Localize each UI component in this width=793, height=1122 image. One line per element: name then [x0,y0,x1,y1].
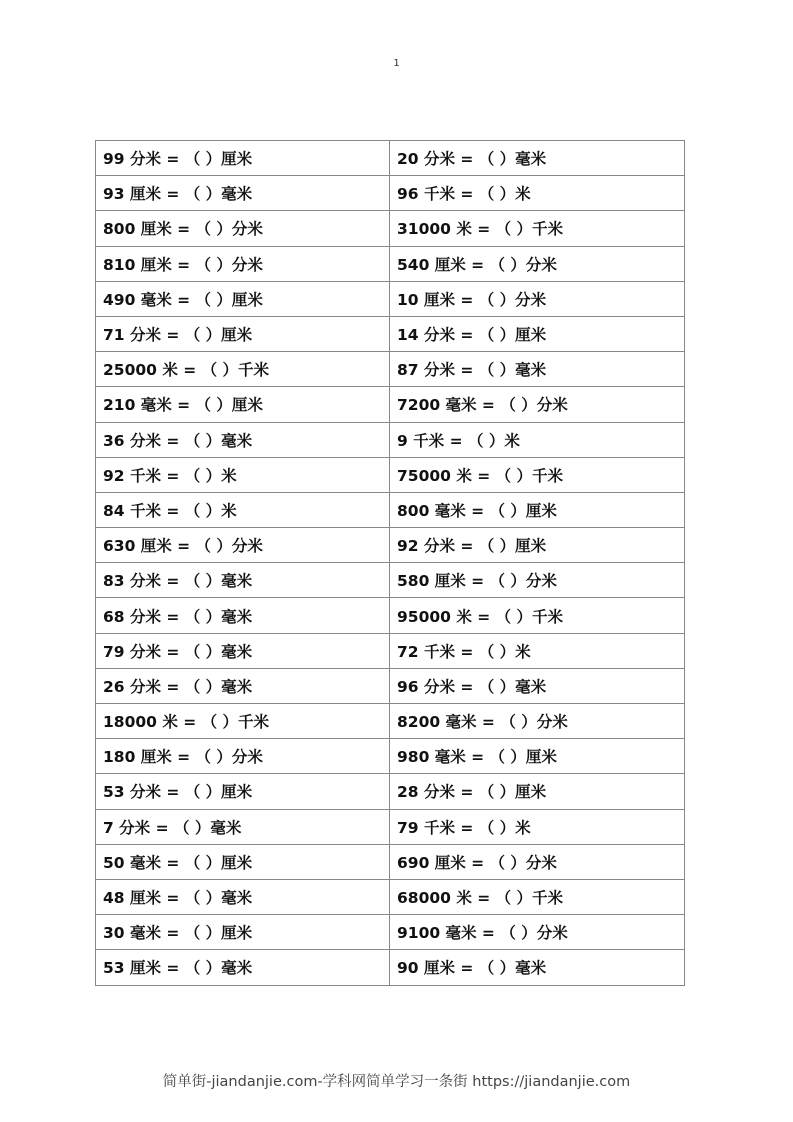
table-row [96,809,685,844]
conversion-question: 800 厘米 = （ ）分米 [103,220,263,239]
question-cell-left [96,809,390,844]
question-cell-right [390,422,685,457]
conversion-question: 72 千米 = （ ）米 [397,642,531,661]
table-row [96,704,685,739]
question-cell-left [96,633,390,668]
question-cell-right [390,915,685,950]
question-cell-right [390,879,685,914]
question-cell-right [390,809,685,844]
conversion-question: 92 分米 = （ ）厘米 [397,537,547,556]
question-cell-right [390,633,685,668]
table-row [96,246,685,281]
conversion-table-body [96,141,685,986]
conversion-question: 180 厘米 = （ ）分米 [103,748,263,767]
table-row [96,316,685,351]
question-cell-right [390,844,685,879]
conversion-question: 8200 毫米 = （ ）分米 [397,713,568,732]
conversion-question: 53 分米 = （ ）厘米 [103,783,253,802]
table-row [96,598,685,633]
table-row [96,281,685,316]
conversion-question: 71 分米 = （ ）厘米 [103,326,253,345]
conversion-question: 90 厘米 = （ ）毫米 [397,959,547,978]
question-cell-right [390,246,685,281]
conversion-question: 810 厘米 = （ ）分米 [103,255,263,274]
conversion-question: 96 千米 = （ ）米 [397,185,531,204]
question-cell-left [96,879,390,914]
conversion-question: 14 分米 = （ ）厘米 [397,326,547,345]
conversion-question: 580 厘米 = （ ）分米 [397,572,557,591]
question-cell-right [390,492,685,527]
question-cell-left [96,211,390,246]
conversion-question: 50 毫米 = （ ）厘米 [103,853,253,872]
conversion-question: 79 千米 = （ ）米 [397,818,531,837]
question-cell-right [390,598,685,633]
conversion-question: 690 厘米 = （ ）分米 [397,853,557,872]
question-cell-left [96,950,390,985]
table-row [96,563,685,598]
conversion-question: 7 分米 = （ ）毫米 [103,818,242,837]
question-cell-left [96,492,390,527]
conversion-question: 36 分米 = （ ）毫米 [103,431,253,450]
question-cell-right [390,704,685,739]
question-cell-left [96,352,390,387]
conversion-question: 28 分米 = （ ）厘米 [397,783,547,802]
conversion-question: 490 毫米 = （ ）厘米 [103,290,263,309]
question-cell-right [390,316,685,351]
conversion-question: 96 分米 = （ ）毫米 [397,677,547,696]
conversion-question: 87 分米 = （ ）毫米 [397,361,547,380]
conversion-question: 210 毫米 = （ ）厘米 [103,396,263,415]
table-row [96,211,685,246]
table-row [96,352,685,387]
conversion-question: 30 毫米 = （ ）厘米 [103,924,253,943]
table-row [96,668,685,703]
question-cell-right [390,457,685,492]
conversion-question: 26 分米 = （ ）毫米 [103,677,253,696]
conversion-question: 68000 米 = （ ）千米 [397,889,563,908]
conversion-question: 68 分米 = （ ）毫米 [103,607,253,626]
conversion-question: 7200 毫米 = （ ）分米 [397,396,568,415]
table-row [96,879,685,914]
question-cell-left [96,668,390,703]
conversion-question: 79 分米 = （ ）毫米 [103,642,253,661]
conversion-question: 9100 毫米 = （ ）分米 [397,924,568,943]
question-cell-left [96,704,390,739]
conversion-question: 75000 米 = （ ）千米 [397,466,563,485]
conversion-question: 99 分米 = （ ）厘米 [103,150,253,169]
question-cell-right [390,281,685,316]
table-row [96,739,685,774]
question-cell-left [96,844,390,879]
table-row [96,457,685,492]
table-row [96,950,685,985]
table-row [96,141,685,176]
conversion-question: 800 毫米 = （ ）厘米 [397,501,557,520]
conversion-question: 630 厘米 = （ ）分米 [103,537,263,556]
question-cell-right [390,211,685,246]
question-cell-right [390,563,685,598]
table-row [96,528,685,563]
question-cell-right [390,739,685,774]
conversion-table [95,140,685,986]
question-cell-left [96,774,390,809]
question-cell-right [390,950,685,985]
conversion-question: 92 千米 = （ ）米 [103,466,237,485]
question-cell-left [96,176,390,211]
question-cell-right [390,668,685,703]
question-cell-right [390,352,685,387]
conversion-question: 10 厘米 = （ ）分米 [397,290,547,309]
conversion-question: 25000 米 = （ ）千米 [103,361,269,380]
question-cell-right [390,176,685,211]
page-number: 1 [393,58,400,69]
question-cell-left [96,387,390,422]
conversion-question: 9 千米 = （ ）米 [397,431,520,450]
table-row [96,422,685,457]
question-cell-left [96,141,390,176]
conversion-question: 20 分米 = （ ）毫米 [397,150,547,169]
conversion-question: 83 分米 = （ ）毫米 [103,572,253,591]
question-cell-right [390,387,685,422]
question-cell-left [96,739,390,774]
conversion-question: 31000 米 = （ ）千米 [397,220,563,239]
conversion-question: 93 厘米 = （ ）毫米 [103,185,253,204]
question-cell-left [96,316,390,351]
question-cell-right [390,528,685,563]
footer-watermark: 简单街-jiandanjie.com-学科网简单学习一条街 https://jiandanjie.com [162,1074,631,1090]
table-row [96,176,685,211]
conversion-question: 84 千米 = （ ）米 [103,501,237,520]
conversion-question: 48 厘米 = （ ）毫米 [103,889,253,908]
table-row [96,915,685,950]
table-row [96,774,685,809]
question-cell-left [96,528,390,563]
conversion-question: 540 厘米 = （ ）分米 [397,255,557,274]
conversion-question: 95000 米 = （ ）千米 [397,607,563,626]
conversion-question: 18000 米 = （ ）千米 [103,713,269,732]
question-cell-left [96,281,390,316]
question-cell-right [390,774,685,809]
table-row [96,387,685,422]
question-cell-left [96,563,390,598]
table-row [96,844,685,879]
question-cell-left [96,246,390,281]
conversion-question: 53 厘米 = （ ）毫米 [103,959,253,978]
conversion-question: 980 毫米 = （ ）厘米 [397,748,557,767]
question-cell-left [96,598,390,633]
question-cell-right [390,141,685,176]
table-row [96,492,685,527]
question-cell-left [96,422,390,457]
question-cell-left [96,457,390,492]
question-cell-left [96,915,390,950]
table-row [96,633,685,668]
